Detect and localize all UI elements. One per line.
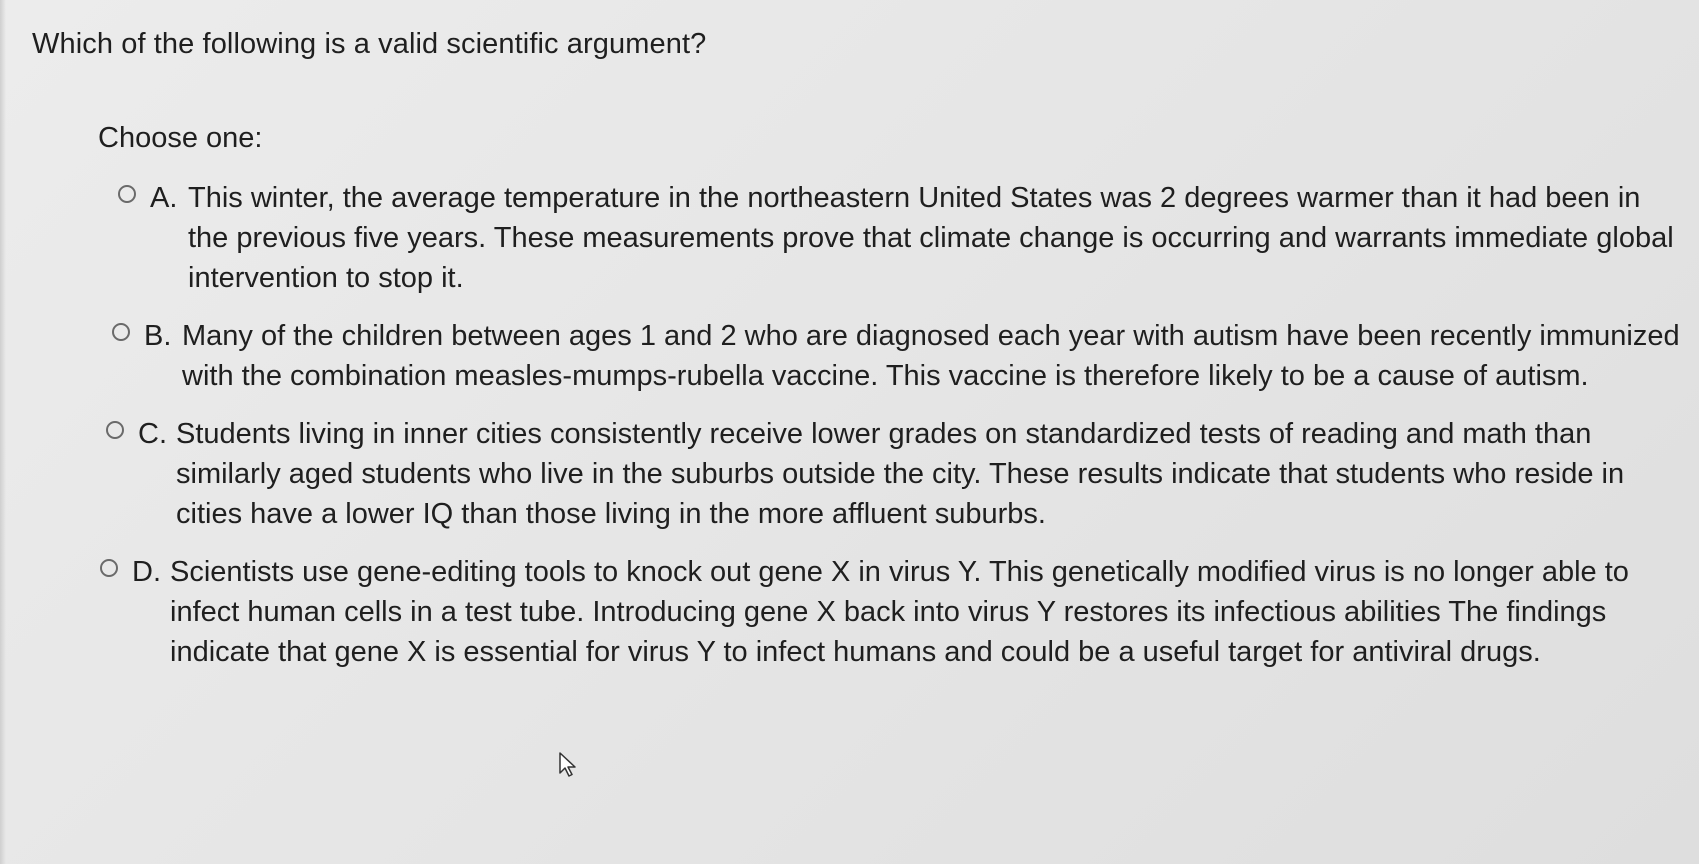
radio-icon[interactable] (100, 559, 118, 577)
choose-one-label: Choose one: (98, 122, 263, 154)
option-d-letter: D. (132, 556, 161, 588)
option-a-letter: A. (150, 182, 178, 214)
option-c-text[interactable]: Students living in inner cities consistently receive lower grades on standardized tests of reading and math than similarly aged students who live in the suburbs outside the city. These results indicate that students who reside in cities have a lower IQ than those living in the more affluent suburbs. (176, 418, 1625, 530)
screen-edge (0, 0, 6, 864)
option-c-letter: C. (138, 418, 167, 450)
option-b[interactable] (112, 316, 1690, 396)
option-c[interactable] (106, 414, 1690, 534)
option-b-text[interactable]: Many of the children between ages 1 and 2 who are diagnosed each year with autism have been recently immunized with the combination measles-mumps-rubella vaccine. This vaccine is therefore likely to be a cause of autism. (182, 320, 1680, 392)
radio-icon[interactable] (118, 185, 136, 203)
option-d[interactable] (100, 552, 1690, 672)
question-text: Which of the following is a valid scientific argument? (32, 28, 707, 60)
option-b-letter: B. (144, 320, 172, 352)
mouse-pointer-icon (558, 752, 578, 778)
option-a[interactable] (118, 178, 1690, 298)
radio-icon[interactable] (112, 323, 130, 341)
radio-icon[interactable] (106, 421, 124, 439)
option-d-text[interactable]: Scientists use gene-editing tools to knock out gene X in virus Y. This genetically modified virus is no longer able to infect human cells in a test tube. Introducing gene X back into virus Y restores its infectious abilities The findings indicate that gene X is essential for virus Y to infect humans and could be a useful target for antiviral drugs. (170, 556, 1629, 668)
option-a-text[interactable]: This winter, the average temperature in the northeastern United States was 2 degrees warmer than it had been in the previous five years. These measurements prove that climate change is occurring and warrants immediate global intervention to stop it. (188, 182, 1674, 294)
options-list (100, 178, 1690, 672)
